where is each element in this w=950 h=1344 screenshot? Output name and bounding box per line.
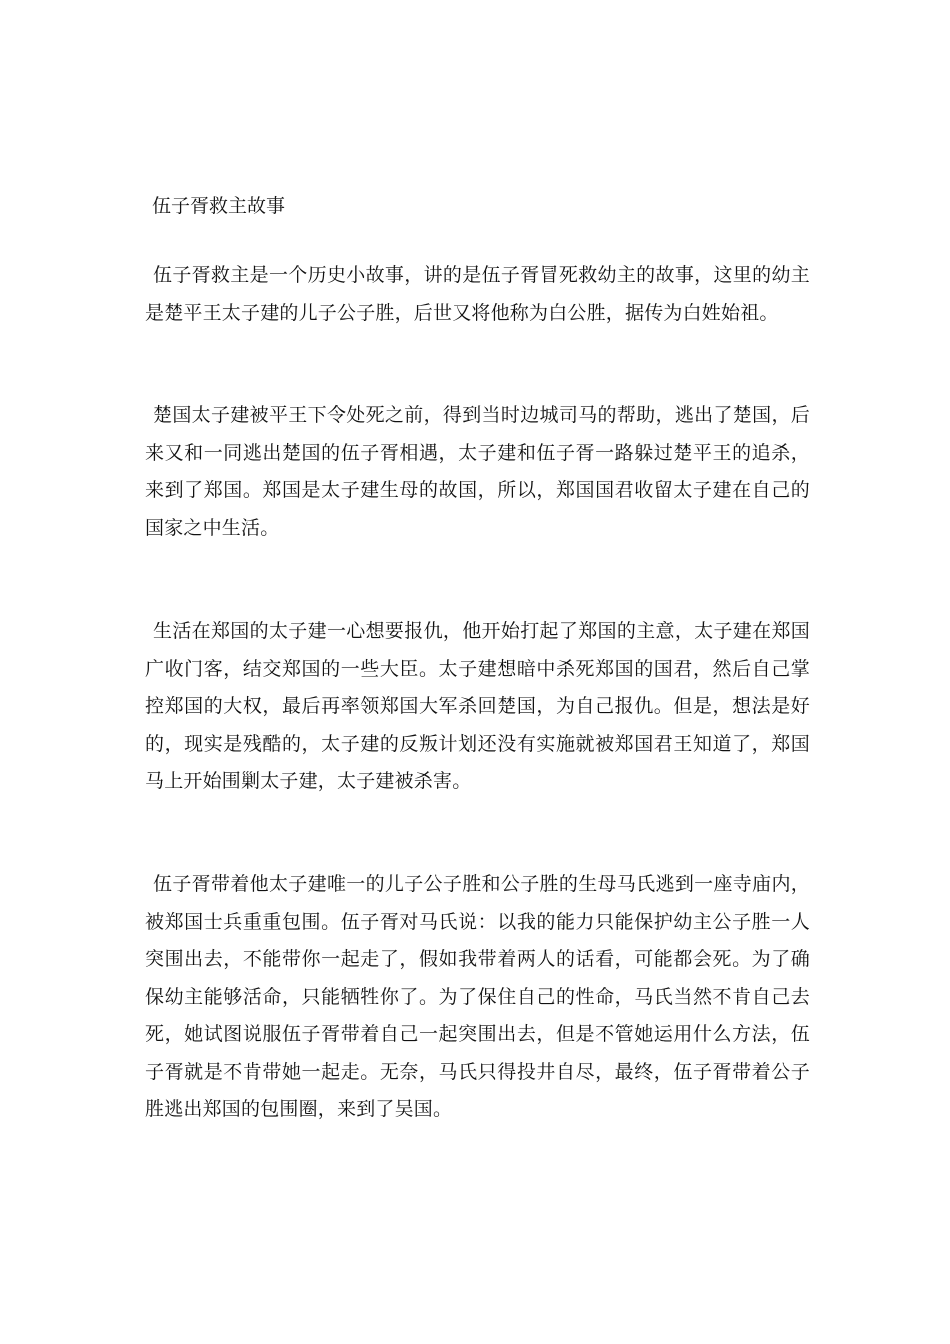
paragraph-rescue: 伍子胥带着他太子建唯一的儿子公子胜和公子胜的生母马氏逃到一座寺庙内，被郑国士兵重重包围。伍子胥对马氏说：以我的能力只能保护幼主公子胜一人突围出去，不能带你一起走了，假如我带着两人的话看，可能都会死。为了确保幼主能够活命，只能牺牲你了。为了保住自己的性命，马氏当然不肯自己去死，她试图说服伍子胥带着自己一起突围出去，但是不管她运用什么方法，伍子胥就是不肯带她一起走。无奈，马氏只得投井自尽，最终，伍子胥带着公子胜逃出郑国的包围圈，来到了吴国。 [145, 873, 810, 1120]
paragraph-intro: 伍子胥救主是一个历史小故事，讲的是伍子胥冒死救幼主的故事，这里的幼主是楚平王太子建的儿子公子胜，后世又将他称为白公胜，据传为白姓始祖。 [145, 264, 810, 324]
document-title: 伍子胥救主故事 [152, 195, 286, 217]
paragraph-escape-to-zheng: 楚国太子建被平王下令处死之前，得到当时边城司马的帮助，逃出了楚国，后来又和一同逃出楚国的伍子胥相遇，太子建和伍子胥一路躲过楚平王的追杀，来到了郑国。郑国是太子建生母的故国，所以，郑国国君收留太子建在自己的国家之中生活。 [145, 404, 810, 539]
paragraph-revenge-plot: 生活在郑国的太子建一心想要报仇，他开始打起了郑国的主意，太子建在郑国广收门客，结交郑国的一些大臣。太子建想暗中杀死郑国的国君，然后自己掌控郑国的大权，最后再率领郑国大军杀回楚国，为自己报仇。但是，想法是好的，现实是残酷的，太子建的反叛计划还没有实施就被郑国君王知道了，郑国马上开始围剿太子建，太子建被杀害。 [145, 620, 810, 792]
